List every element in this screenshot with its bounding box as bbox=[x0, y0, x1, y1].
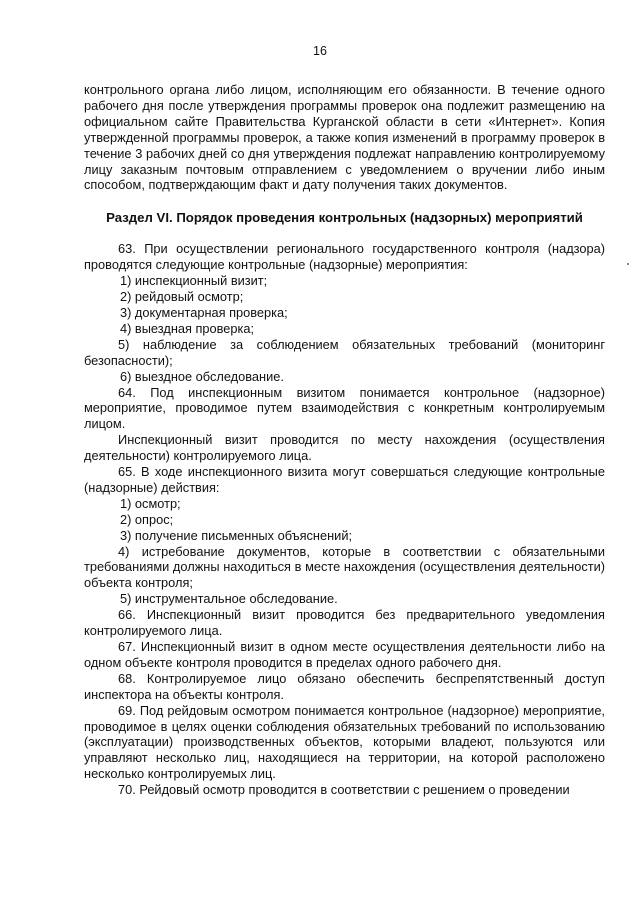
list-item: 5) наблюдение за соблюдением обязательных требований (мониторинг безопасности); bbox=[84, 336, 605, 368]
list-item: 6) выездное обследование. bbox=[120, 368, 284, 384]
section-heading: Раздел VI. Порядок проведения контрольных (надзорных) мероприятий bbox=[106, 210, 583, 226]
paragraph-66: 66. Инспекционный визит проводится без предварительного уведомления контролируемого лица. bbox=[84, 607, 605, 639]
list-item: 3) получение письменных объяснений; bbox=[120, 527, 353, 543]
paragraph: Инспекционный визит проводится по месту нахождения (осуществления деятельности) контролируемого лица. bbox=[84, 432, 605, 464]
paragraph-63: 63. При осуществлении регионального государственного контроля (надзора) проводятся следующие контрольные (надзорные) мероприятия: bbox=[84, 241, 605, 273]
list-item: 1) осмотр; bbox=[120, 495, 181, 511]
list-item: 2) рейдовый осмотр; bbox=[120, 289, 244, 305]
document-body bbox=[84, 82, 605, 798]
paragraph-64: 64. Под инспекционным визитом понимается контрольное (надзорное) мероприятие, проводимое путем взаимодействия с конкретным контролируемым лицом. bbox=[84, 384, 605, 432]
margin-mark bbox=[627, 263, 629, 265]
list-item: 5) инструментальное обследование. bbox=[120, 591, 338, 607]
page-number: 16 bbox=[313, 44, 327, 58]
paragraph-continuation: контрольного органа либо лицом, исполняющим его обязанности. В течение одного рабочего дня после утверждения программы проверок она подлежит размещению на официальном сайте Правительства Курганской области в сети «Интернет». Копия утвержденной программы проверок, а также копия изменений в программу проверок в течение 3 рабочих дней со дня утверждения подлежат направлению контролируемому лицу заказным почтовым отправлением с уведомлением о вручении либо иным способом, подтверждающим факт и дату получения таких документов. bbox=[84, 82, 605, 193]
paragraph-65: 65. В ходе инспекционного визита могут совершаться следующие контрольные (надзорные) действия: bbox=[84, 464, 605, 495]
paragraph-69: 69. Под рейдовым осмотром понимается контрольное (надзорное) мероприятие, проводимое в целях оценки соблюдения обязательных требований по использованию (эксплуатации) производственных объектов, которыми владеют, пользуются или управляют несколько лиц, находящиеся на территории, на которой расположено несколько контролируемых лиц. bbox=[84, 702, 605, 782]
list-item: 4) истребование документов, которые в соответствии с обязательными требованиями должны находиться в месте нахождения (осуществления деятельности) объекта контроля; bbox=[84, 543, 605, 591]
list-item: 3) документарная проверка; bbox=[120, 304, 288, 320]
list-item: 1) инспекционный визит; bbox=[120, 273, 268, 289]
paragraph-70: 70. Рейдовый осмотр проводится в соответствии с решением о проведении bbox=[118, 782, 570, 798]
paragraph-67: 67. Инспекционный визит в одном месте осуществления деятельности либо на одном объекте контроля проводится в пределах одного рабочего дня. bbox=[84, 639, 605, 670]
list-item: 2) опрос; bbox=[120, 511, 174, 527]
list-item: 4) выездная проверка; bbox=[120, 320, 255, 336]
paragraph-68: 68. Контролируемое лицо обязано обеспечить беспрепятственный доступ инспектора на объекты контроля. bbox=[84, 670, 605, 702]
